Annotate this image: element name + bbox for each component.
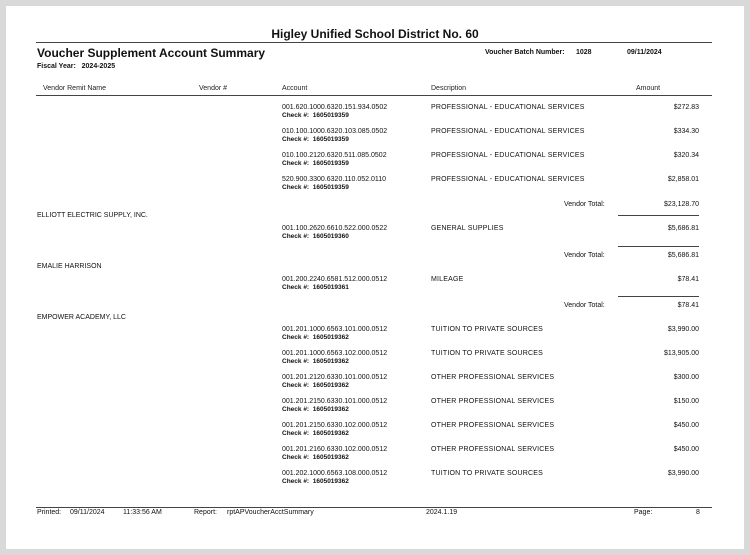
fiscal-year: Fiscal Year: 2024-2025 (37, 63, 116, 70)
col-header-account: Account (282, 85, 308, 92)
page-label: Page: (634, 509, 653, 516)
line-description: PROFESSIONAL - EDUCATIONAL SERVICES (431, 152, 585, 159)
line-account: 001.200.2240.6581.512.000.0512 (282, 276, 388, 283)
line-description: OTHER PROFESSIONAL SERVICES (431, 446, 555, 453)
line-description: TUITION TO PRIVATE SOURCES (431, 470, 544, 477)
vendor-name: ELLIOTT ELECTRIC SUPPLY, INC. (37, 212, 148, 219)
line-description: OTHER PROFESSIONAL SERVICES (431, 398, 555, 405)
line-check: Check #: 1605019361 (282, 284, 349, 291)
line-check: Check #: 1605019362 (282, 382, 349, 389)
line-amount: $13,905.00 (663, 350, 699, 357)
line-account: 001.201.2150.6330.102.000.0512 (282, 422, 388, 429)
printed-date: 09/11/2024 (70, 509, 105, 516)
report-title: Voucher Supplement Account Summary (37, 46, 266, 60)
line-account: 001.202.1000.6563.108.000.0512 (282, 470, 388, 477)
col-header-vendor-number: Vendor # (199, 85, 228, 92)
line-description: GENERAL SUPPLIES (431, 225, 504, 232)
line-check: Check #: 1605019362 (282, 430, 349, 437)
line-amount: $450.00 (673, 422, 699, 429)
col-header-description: Description (431, 85, 467, 92)
printed-label: Printed: (37, 509, 62, 516)
page-number: 8 (696, 509, 700, 516)
line-check: Check #: 1605019360 (282, 233, 349, 240)
line-description: OTHER PROFESSIONAL SERVICES (431, 374, 555, 381)
line-account: 001.620.1000.6320.151.934.0502 (282, 104, 388, 111)
line-description: TUITION TO PRIVATE SOURCES (431, 350, 544, 357)
batch-number: 1028 (576, 49, 592, 56)
line-check: Check #: 1605019362 (282, 334, 349, 341)
vendor-total-label: Vendor Total: (564, 302, 605, 309)
printed-time: 11:33:56 AM (123, 509, 162, 516)
line-check: Check #: 1605019362 (282, 406, 349, 413)
line-description: PROFESSIONAL - EDUCATIONAL SERVICES (431, 128, 585, 135)
line-amount: $3,990.00 (667, 326, 699, 333)
report-version: 2024.1.19 (426, 509, 458, 516)
line-amount: $450.00 (673, 446, 699, 453)
line-account: 001.201.2160.6330.102.000.0512 (282, 446, 388, 453)
district-name: Higley Unified School District No. 60 (271, 27, 479, 41)
report-label: Report: (194, 509, 217, 516)
report-date: 09/11/2024 (627, 49, 662, 56)
line-amount: $5,686.81 (667, 225, 699, 232)
col-header-amount: Amount (636, 85, 661, 92)
footer-rule (36, 507, 712, 508)
line-amount: $272.83 (673, 104, 699, 111)
line-description: PROFESSIONAL - EDUCATIONAL SERVICES (431, 176, 585, 183)
line-amount: $2,858.01 (667, 176, 699, 183)
line-account: 001.201.2120.6330.101.000.0512 (282, 374, 388, 381)
line-account: 010.100.2120.6320.511.085.0502 (282, 152, 387, 159)
report-name: rptAPVoucherAcctSummary (227, 509, 314, 516)
vendor-total-rule (618, 246, 699, 247)
vendor-total-label: Vendor Total: (564, 201, 605, 208)
vendor-total-amount: $23,128.70 (663, 201, 699, 208)
line-amount: $320.34 (673, 152, 699, 159)
header-rule (36, 42, 712, 43)
line-description: TUITION TO PRIVATE SOURCES (431, 326, 544, 333)
line-amount: $334.30 (673, 128, 699, 135)
vendor-total-label: Vendor Total: (564, 252, 605, 259)
line-amount: $78.41 (677, 276, 699, 283)
vendor-total-rule (618, 215, 699, 216)
line-description: PROFESSIONAL - EDUCATIONAL SERVICES (431, 104, 585, 111)
line-account: 001.100.2620.6610.522.000.0522 (282, 225, 388, 232)
line-check: Check #: 1605019359 (282, 184, 349, 191)
column-header-rule (36, 95, 712, 96)
line-description: OTHER PROFESSIONAL SERVICES (431, 422, 555, 429)
col-header-vendor-name: Vendor Remit Name (43, 85, 107, 92)
vendor-name: EMPOWER ACADEMY, LLC (37, 314, 126, 321)
line-account: 520.900.3300.6320.110.052.0110 (282, 176, 387, 183)
vendor-total-amount: $78.41 (677, 302, 699, 309)
line-amount: $150.00 (673, 398, 699, 405)
line-check: Check #: 1605019362 (282, 478, 349, 485)
line-check: Check #: 1605019359 (282, 160, 349, 167)
vendor-total-rule (618, 296, 699, 297)
line-account: 001.201.1000.6563.101.000.0512 (282, 326, 388, 333)
line-account: 010.100.1000.6320.103.085.0502 (282, 128, 388, 135)
line-account: 001.201.1000.6563.102.000.0512 (282, 350, 388, 357)
report-page (6, 6, 744, 549)
line-check: Check #: 1605019362 (282, 358, 349, 365)
line-check: Check #: 1605019359 (282, 136, 349, 143)
line-account: 001.201.2150.6330.101.000.0512 (282, 398, 388, 405)
line-amount: $300.00 (673, 374, 699, 381)
line-check: Check #: 1605019359 (282, 112, 349, 119)
line-description: MILEAGE (431, 276, 464, 283)
line-check: Check #: 1605019362 (282, 454, 349, 461)
vendor-total-amount: $5,686.81 (667, 252, 699, 259)
batch-number-label: Voucher Batch Number: (485, 49, 565, 56)
vendor-name: EMALIE HARRISON (37, 263, 102, 270)
line-amount: $3,990.00 (667, 470, 699, 477)
